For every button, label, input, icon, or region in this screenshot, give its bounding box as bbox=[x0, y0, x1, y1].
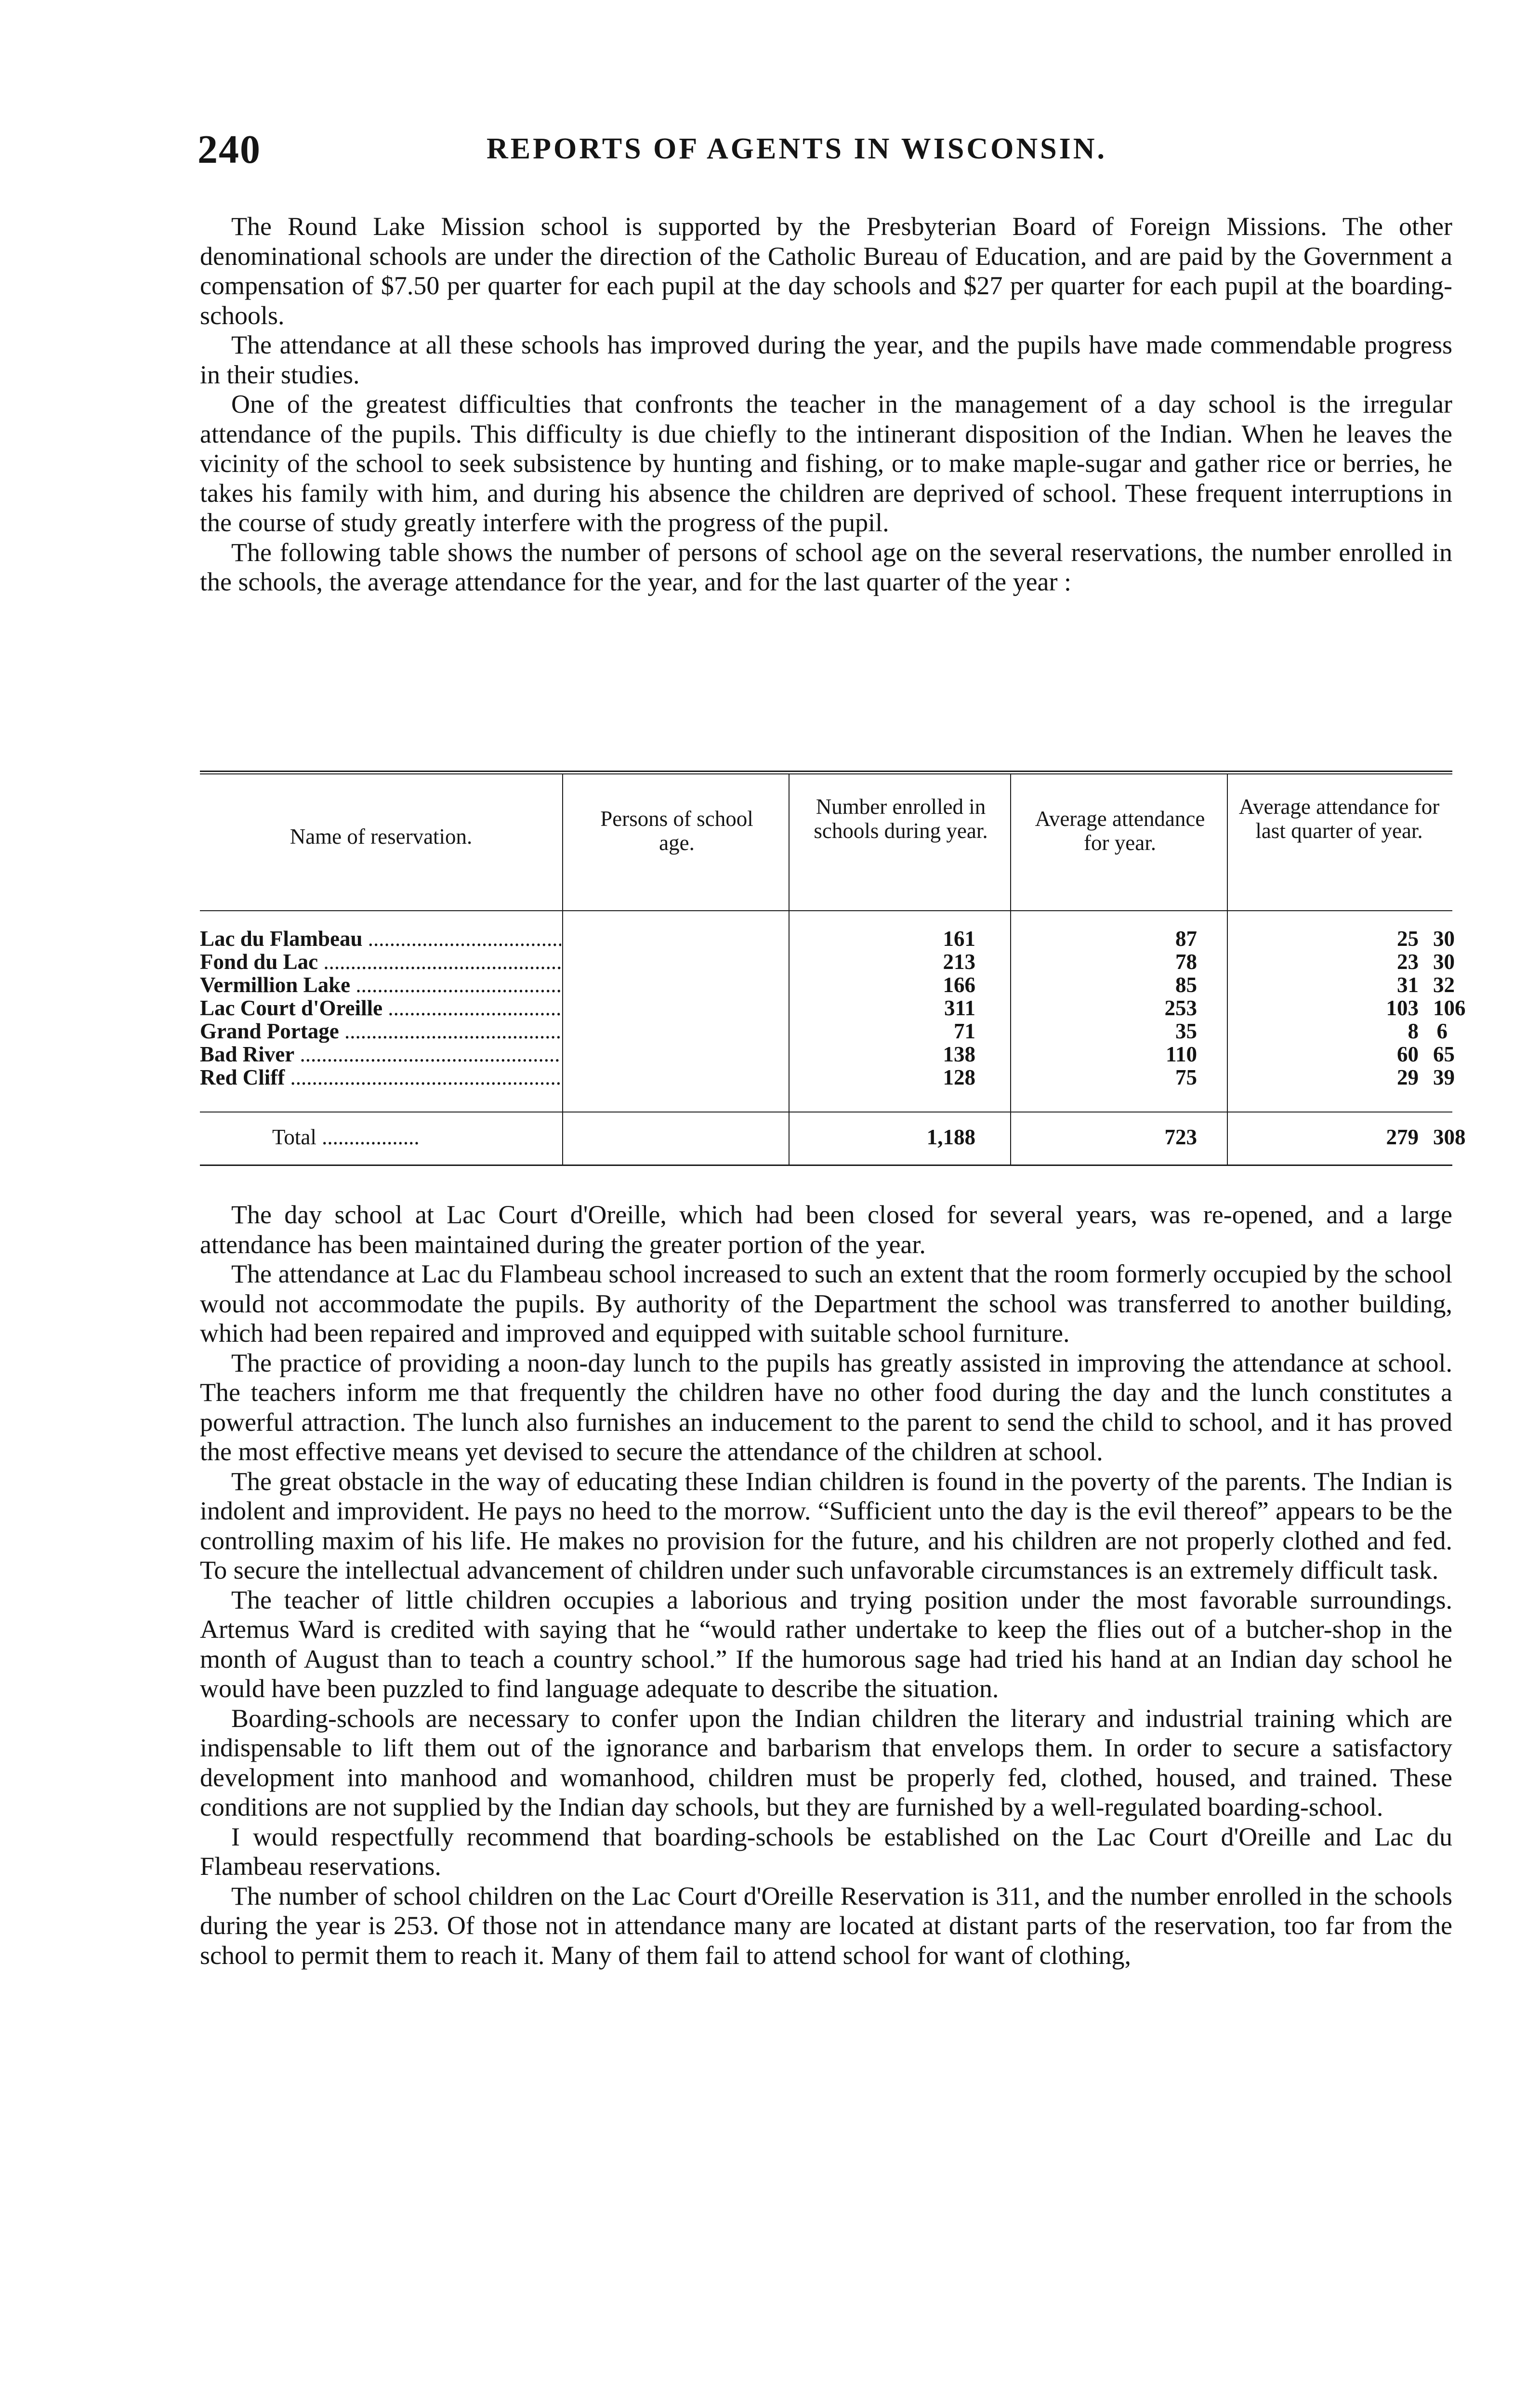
header-average-attendance-year: Average attendance for year. bbox=[1035, 807, 1205, 855]
reservation-name: Grand Portage ..... bbox=[200, 1020, 561, 1043]
enrolled-value: 110 bbox=[1165, 1042, 1197, 1066]
table-top-rule-inner bbox=[200, 773, 1452, 774]
avg-year-value: 29 bbox=[1397, 1065, 1419, 1089]
reservation-name: Lac du Flambeau ..... bbox=[200, 927, 561, 950]
reservation-name: Fond du Lac ..... bbox=[200, 950, 561, 973]
enrolled-value: 75 bbox=[1175, 1065, 1197, 1089]
header-number-enrolled: Number enrolled in schools during year. bbox=[814, 795, 988, 843]
enrolled-value: 78 bbox=[1175, 950, 1197, 974]
avg-year-value: 8 bbox=[1408, 1019, 1419, 1043]
paragraph: Boarding-schools are necessary to confer upon the Indian children the literary and industrial training which are indispensable to lift them out of the ignorance and barbarism that envelops them. In order to secure a satisfactory development into manhood and womanhood, children must be properly fed, clothed, housed, and trained. These conditions are not supplied by the Indian day schools, but they are furnished by a well-regulated boarding-school. bbox=[200, 1703, 1452, 1821]
paragraph: One of the greatest difficulties that confronts the teacher in the management of a day school is the irregular attendance of the pupils. This difficulty is due chiefly to the intinerant disposition of the Indian. When he leaves the vicinity of the school to seek subsistence by hunting and fishing, or to make maple-sugar and gather rice or berries, he takes his family with him, and during his absence the children are deprived of school. These frequent interruptions in the course of study greatly interfere with the progress of the pupil. bbox=[200, 390, 1452, 537]
header-name-of-reservation: Name of reservation. bbox=[290, 824, 473, 849]
paragraph: The attendance at all these schools has improved during the year, and the pupils have made commendable progress in their studies. bbox=[200, 330, 1452, 389]
reservation-name: Lac Court d'Oreille ..... bbox=[200, 996, 561, 1020]
total-school-age: 1,188 bbox=[926, 1125, 975, 1149]
paragraph: The following table shows the number of persons of school age on the several reservations, the number enrolled in the schools, the average attendance for the year, and for the last quarter of the year : bbox=[200, 537, 1452, 596]
reservation-name: Red Cliff ..... bbox=[200, 1066, 561, 1089]
avg-last-quarter-value: 32 bbox=[1433, 973, 1455, 997]
avg-last-quarter-value: 39 bbox=[1433, 1065, 1455, 1089]
school-age-value: 213 bbox=[943, 950, 975, 974]
reservation-name: Vermillion Lake ..... bbox=[200, 973, 561, 996]
school-age-value: 161 bbox=[943, 927, 975, 951]
table-bottom-rule bbox=[200, 1165, 1452, 1166]
avg-last-quarter-value: 65 bbox=[1433, 1042, 1455, 1066]
paragraph: The Round Lake Mission school is supported by the Presbyterian Board of Foreign Missions. The other denominational schools are under the direction of the Catholic Bureau of Education, and are paid by the Government a compensation of $7.50 per quarter for each pupil at the day schools and $27 per quarter for each pupil at the boarding-schools. bbox=[200, 212, 1452, 330]
page-number: 240 bbox=[197, 127, 261, 172]
enrolled-value: 253 bbox=[1164, 996, 1197, 1020]
paragraph: The practice of providing a noon-day lunch to the pupils has greatly assisted in improving the attendance at school. The teachers inform me that frequently the children have no other food during the day and the lunch constitutes a powerful attraction. The lunch also furnishes an inducement to the parent to send the child to school, and it has proved the most effective means yet devised to secure the attendance of the children at school. bbox=[200, 1348, 1452, 1466]
enrolled-value: 87 bbox=[1175, 927, 1197, 951]
reservation-name: Bad River ..... bbox=[200, 1043, 561, 1066]
total-enrolled: 723 bbox=[1164, 1125, 1197, 1149]
school-age-value: 71 bbox=[954, 1019, 975, 1043]
paragraph: The great obstacle in the way of educating these Indian children is found in the poverty of the parents. The Indian is indolent and improvident. He pays no heed to the morrow. “Sufficient unto the day is the evil thereof” appears to be the controlling maxim of his life. He makes no provision for the future, and his children are not properly clothed and fed. To secure the intellectual advancement of children under such unfavorable circumstances is an extremely difficult task. bbox=[200, 1466, 1452, 1584]
total-avg-last-quarter: 308 bbox=[1433, 1125, 1466, 1149]
avg-year-value: 31 bbox=[1397, 973, 1419, 997]
avg-last-quarter-value: 6 bbox=[1436, 1019, 1448, 1043]
table-top-rule bbox=[200, 771, 1452, 772]
table-row bbox=[200, 996, 1466, 1020]
text-before-table bbox=[200, 212, 1452, 597]
header-persons-of-school-age: Persons of school age. bbox=[600, 807, 753, 855]
table-row bbox=[200, 973, 1455, 997]
avg-last-quarter-value: 106 bbox=[1433, 996, 1466, 1020]
avg-last-quarter-value: 30 bbox=[1433, 927, 1455, 951]
school-age-value: 138 bbox=[943, 1042, 975, 1066]
table-row bbox=[200, 1042, 1455, 1066]
table-row bbox=[200, 1020, 1452, 1043]
avg-year-value: 23 bbox=[1397, 950, 1419, 974]
avg-year-value: 103 bbox=[1386, 996, 1419, 1020]
table-row bbox=[200, 1065, 1455, 1089]
school-age-value: 311 bbox=[944, 996, 975, 1020]
header-average-attendance-last-quarter: Average attendance for last quarter of year. bbox=[1238, 795, 1440, 843]
page-header bbox=[197, 126, 1455, 179]
total-label: Total ..... bbox=[272, 1125, 420, 1149]
table-total-row bbox=[200, 1125, 1466, 1149]
table-row bbox=[200, 927, 1455, 951]
paragraph: The number of school children on the Lac Court d'Oreille Reservation is 311, and the number enrolled in the schools during the year is 253. Of those not in attendance many are located at distant parts of the reservation, too far from the school to permit them to reach it. Many of them fail to attend school for want of clothing, bbox=[200, 1881, 1452, 1970]
school-age-value: 128 bbox=[943, 1065, 975, 1089]
reservation-school-table bbox=[200, 771, 1466, 1170]
avg-year-value: 60 bbox=[1397, 1042, 1419, 1066]
paragraph: The day school at Lac Court d'Oreille, which had been closed for several years, was re-opened, and a large attendance has been maintained during the greater portion of the year. bbox=[200, 1200, 1452, 1259]
total-avg-year: 279 bbox=[1386, 1125, 1419, 1149]
running-head: REPORTS OF AGENTS IN WISCONSIN. bbox=[487, 132, 1107, 165]
table-row bbox=[200, 950, 1455, 974]
paragraph: The teacher of little children occupies a laborious and trying position under the most favorable surroundings. Artemus Ward is credited with saying that he “would rather undertake to keep the flies out of a butcher-shop in the month of August than to teach a country school.” If the humorous sage had tried his hand at an Indian day school he would have been puzzled to find language adequate to describe the situation. bbox=[200, 1585, 1452, 1703]
text-after-table bbox=[200, 1200, 1452, 1970]
paragraph: I would respectfully recommend that boarding-schools be established on the Lac Court d'Oreille and Lac du Flambeau reservations. bbox=[200, 1822, 1452, 1881]
avg-last-quarter-value: 30 bbox=[1433, 950, 1455, 974]
enrolled-value: 85 bbox=[1175, 973, 1197, 997]
school-age-value: 166 bbox=[943, 973, 975, 997]
header-bottom-rule bbox=[200, 910, 1452, 911]
paragraph: The attendance at Lac du Flambeau school increased to such an extent that the room formerly occupied by the school would not accommodate the pupils. By authority of the Department the school was transferred to another building, which had been repaired and improved and equipped with suitable school furniture. bbox=[200, 1259, 1452, 1348]
avg-year-value: 25 bbox=[1397, 927, 1419, 951]
enrolled-value: 35 bbox=[1175, 1019, 1197, 1043]
